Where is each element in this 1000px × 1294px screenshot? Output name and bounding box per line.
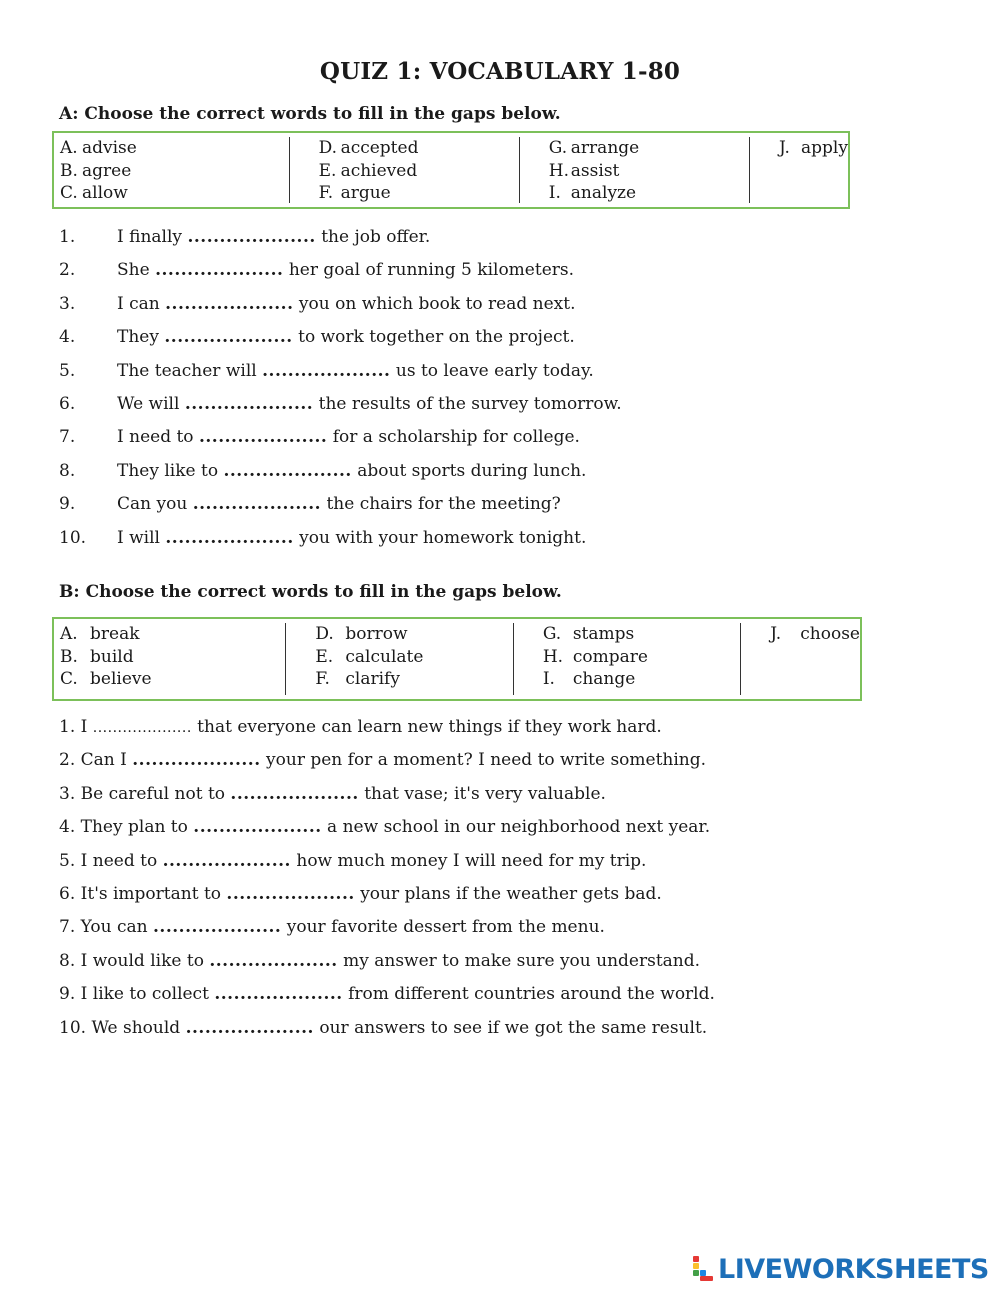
question-number: 10. (59, 1017, 87, 1038)
logo-block-4 (700, 1270, 706, 1276)
word-bank-item (60, 160, 289, 183)
question-item (59, 916, 939, 949)
question-text-before: They like to (117, 460, 224, 481)
page-title: QUIZ 1: VOCABULARY 1-80 (319, 58, 681, 85)
question-item (59, 816, 939, 849)
question-text-before: Be careful not to (80, 783, 231, 804)
question-number: 6. (59, 393, 76, 414)
question-text-after: how much money I will need for my trip. (290, 850, 647, 871)
word-bank-letter: I. (548, 183, 561, 203)
question-text-after: the results of the survey tomorrow. (313, 393, 622, 414)
question-text-before: I (80, 717, 93, 737)
word-bank-word: build (90, 646, 134, 667)
question-number: 4. (59, 327, 76, 348)
question-item (59, 850, 939, 883)
word-bank-letter: E. (315, 646, 334, 667)
word-bank-letter: F. (318, 183, 334, 203)
word-bank-word: change (572, 669, 636, 689)
word-bank-item (315, 668, 512, 691)
word-bank-letter: C. (60, 183, 78, 203)
word-bank-word: assist (570, 160, 620, 181)
question-text-after: the job offer. (315, 227, 431, 247)
question-item (59, 426, 939, 459)
question-number: 7. (59, 427, 76, 448)
question-text-before: I need to (80, 850, 163, 871)
question-text-after: my answer to make sure you understand. (337, 950, 701, 971)
question-item (59, 293, 939, 326)
word-bank-word: argue (340, 183, 391, 203)
word-bank-item (60, 137, 289, 160)
question-number: 5. (59, 360, 76, 381)
word-bank-a (52, 131, 850, 209)
question-text-after: about sports during lunch. (351, 460, 587, 481)
word-bank-letter: A. (60, 138, 78, 158)
answer-blank[interactable]: .................... (214, 984, 343, 1005)
question-number: 2. (59, 260, 76, 281)
word-bank-letter: G. (542, 624, 562, 644)
question-text-after: your plans if the weather gets bad. (354, 883, 662, 904)
question-text-before: They plan to (80, 817, 194, 838)
word-bank-word: accepted (340, 138, 419, 158)
word-bank-item (315, 623, 512, 646)
question-text-before: They (117, 327, 165, 348)
word-bank-letter: A. (60, 624, 78, 644)
section-b-heading: B: Choose the correct words to fill in the gaps below. (59, 582, 562, 602)
question-text-after: our answers to see if we got the same result. (313, 1017, 708, 1038)
word-bank-word: clarify (345, 669, 400, 689)
question-text-before: She (117, 260, 156, 281)
question-item (59, 783, 939, 816)
section-a-heading: A: Choose the correct words to fill in the gaps below. (59, 104, 561, 124)
answer-blank[interactable]: .................... (92, 720, 192, 736)
question-item (59, 527, 939, 560)
word-bank-item (549, 182, 749, 205)
word-bank-column (741, 623, 860, 695)
question-number: 5. (59, 850, 76, 871)
word-bank-item (315, 646, 512, 669)
word-bank-letter: G. (548, 138, 568, 158)
word-bank-item (60, 182, 289, 205)
word-bank-letter: I. (542, 669, 555, 689)
question-number: 3. (59, 783, 76, 804)
question-text-after: that everyone can learn new things if they work hard. (191, 717, 662, 737)
word-bank-item (543, 623, 740, 646)
word-bank-item (549, 137, 749, 160)
word-bank-word: arrange (570, 138, 640, 158)
question-number: 10. (59, 527, 87, 548)
question-text-before: The teacher will (117, 360, 263, 381)
question-item (59, 360, 939, 393)
word-bank-item (543, 668, 740, 691)
logo-block-1 (693, 1256, 699, 1262)
word-bank-letter: F. (315, 669, 330, 689)
answer-blank[interactable]: .................... (132, 750, 261, 771)
question-list-a (59, 226, 939, 560)
question-item (59, 393, 939, 426)
question-number: 1. (59, 227, 76, 247)
answer-blank[interactable]: .................... (226, 883, 355, 904)
question-text-before: I can (117, 293, 166, 314)
word-bank-word: stamps (572, 624, 635, 644)
answer-blank[interactable]: .................... (209, 950, 338, 971)
question-number: 9. (59, 494, 76, 515)
question-number: 8. (59, 950, 76, 971)
word-bank-letter: D. (315, 624, 334, 644)
answer-blank[interactable]: .................... (223, 460, 352, 481)
question-text-before: I like to collect (80, 984, 215, 1005)
question-text-before: I would like to (80, 950, 210, 971)
question-text-before: I finally (117, 227, 188, 247)
word-bank-letter: B. (60, 646, 78, 667)
question-text-after: to work together on the project. (292, 327, 575, 348)
word-bank-item (60, 668, 285, 691)
question-text-after: you on which book to read next. (293, 293, 576, 314)
word-bank-item (319, 137, 519, 160)
word-bank-item (319, 182, 519, 205)
question-text-after: that vase; it's very valuable. (358, 783, 606, 804)
question-text-before: I need to (117, 427, 199, 448)
word-bank-letter: E. (318, 160, 337, 181)
word-bank-column (520, 137, 750, 203)
answer-blank[interactable]: .................... (192, 494, 322, 515)
word-bank-item (543, 646, 740, 669)
answer-blank[interactable]: .................... (164, 327, 293, 348)
liveworksheets-logo (693, 1252, 989, 1286)
answer-blank[interactable]: .................... (185, 1017, 314, 1038)
question-number: 4. (59, 817, 76, 838)
word-bank-column (514, 623, 741, 695)
answer-blank[interactable]: .................... (162, 850, 291, 871)
question-list-b (59, 716, 939, 1050)
answer-blank[interactable]: .................... (230, 783, 359, 804)
word-bank-letter: H. (542, 646, 564, 667)
question-item (59, 950, 939, 983)
word-bank-column (60, 623, 286, 695)
question-text-after: your pen for a moment? I need to write something. (260, 750, 707, 771)
question-text-after: for a scholarship for college. (327, 427, 580, 448)
word-bank-word: compare (572, 646, 648, 667)
answer-blank[interactable]: .................... (187, 227, 316, 247)
word-bank-word: apply (801, 138, 848, 158)
question-text-before: It's important to (80, 883, 227, 904)
word-bank-letter: H. (548, 160, 570, 181)
word-bank-letter: J. (779, 138, 790, 158)
question-item (59, 716, 939, 749)
word-bank-word: break (90, 624, 140, 644)
word-bank-word: borrow (345, 624, 408, 644)
word-bank-letter: C. (60, 669, 78, 689)
question-item (59, 226, 939, 259)
word-bank-item (60, 646, 285, 669)
question-item (59, 749, 939, 782)
word-bank-word: choose (800, 624, 860, 644)
word-bank-word: advise (82, 138, 137, 158)
question-text-before: Can I (80, 750, 133, 771)
word-bank-item (779, 137, 848, 160)
question-text-before: You can (80, 917, 153, 938)
logo-block-3 (693, 1270, 699, 1276)
question-text-before: We should (91, 1017, 186, 1038)
answer-blank[interactable]: .................... (193, 817, 322, 838)
question-number: 2. (59, 750, 76, 771)
answer-blank[interactable]: .................... (165, 527, 294, 548)
question-text-after: the chairs for the meeting? (321, 494, 561, 515)
question-text-before: I will (117, 527, 166, 548)
word-bank-word: allow (82, 183, 128, 203)
question-text-after: us to leave early today. (390, 360, 594, 381)
word-bank-item (319, 160, 519, 183)
question-item (59, 883, 939, 916)
question-number: 6. (59, 883, 76, 904)
word-bank-letter: B. (60, 160, 78, 181)
question-number: 7. (59, 917, 76, 938)
question-number: 8. (59, 460, 76, 481)
answer-blank[interactable]: .................... (152, 917, 282, 938)
question-text-before: We will (117, 393, 185, 414)
question-text-after: from different countries around the world. (342, 984, 715, 1005)
logo-block-5 (700, 1276, 713, 1281)
question-item (59, 493, 939, 526)
word-bank-word: agree (82, 160, 132, 181)
word-bank-item (60, 623, 285, 646)
question-item (59, 259, 939, 292)
question-item (59, 460, 939, 493)
question-item (59, 1017, 939, 1050)
answer-blank[interactable]: .................... (155, 260, 284, 281)
word-bank-b (52, 617, 862, 701)
word-bank-column (286, 623, 513, 695)
question-number: 9. (59, 984, 76, 1005)
question-text-before: Can you (117, 494, 193, 515)
word-bank-column (290, 137, 520, 203)
logo-block-2 (693, 1263, 699, 1269)
word-bank-word: achieved (340, 160, 418, 181)
answer-blank[interactable]: .................... (165, 293, 294, 314)
question-item (59, 983, 939, 1016)
word-bank-word: believe (90, 669, 152, 689)
liveworksheets-logo-icon (693, 1256, 715, 1282)
word-bank-word: calculate (345, 646, 424, 667)
question-text-after: your favorite dessert from the menu. (281, 917, 605, 938)
question-item (59, 326, 939, 359)
word-bank-column (60, 137, 290, 203)
question-text-after: a new school in our neighborhood next year. (321, 817, 711, 838)
question-text-after: you with your homework tonight. (293, 527, 587, 548)
question-text-after: her goal of running 5 kilometers. (283, 260, 575, 281)
answer-blank[interactable]: .................... (262, 360, 391, 381)
word-bank-letter: J. (770, 624, 782, 644)
answer-blank[interactable]: .................... (184, 393, 314, 414)
word-bank-column (750, 137, 848, 203)
answer-blank[interactable]: .................... (198, 427, 328, 448)
word-bank-item (770, 623, 860, 646)
word-bank-letter: D. (318, 138, 337, 158)
word-bank-word: analyze (570, 183, 637, 203)
word-bank-item (549, 160, 749, 183)
question-number: 1. (59, 717, 76, 737)
liveworksheets-logo-text: LIVEWORKSHEETS (718, 1253, 989, 1285)
question-number: 3. (59, 293, 76, 314)
